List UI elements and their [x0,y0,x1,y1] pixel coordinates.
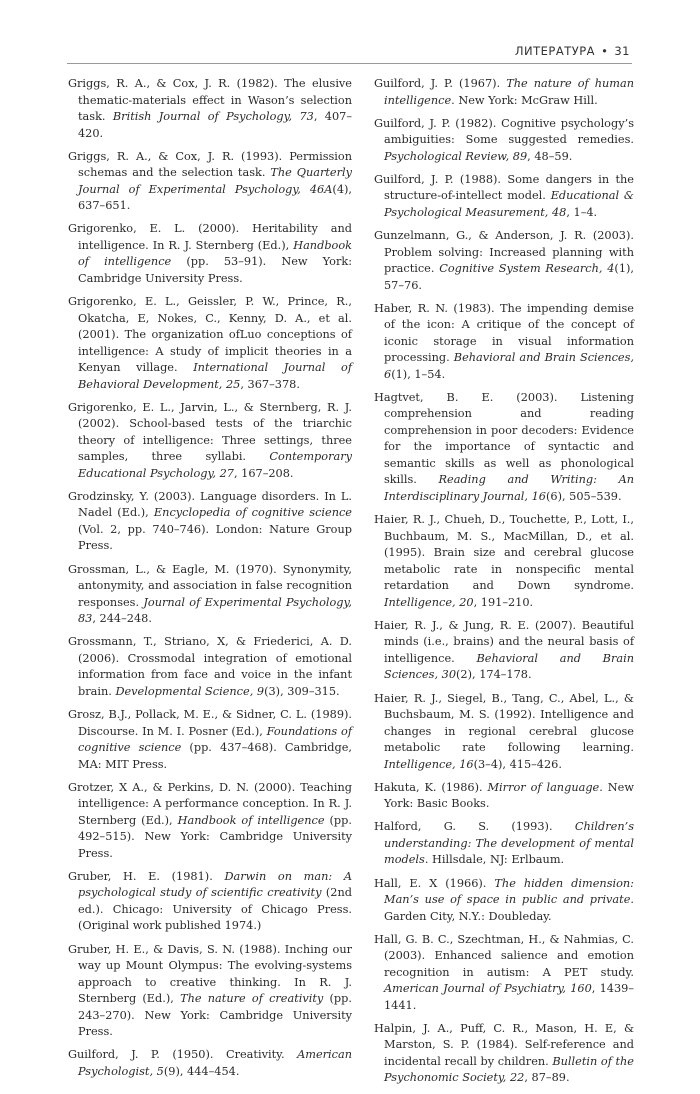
reference-entry [66,76,352,142]
reference-details: , 367–378. [240,377,300,391]
reference-details: (4), 637–651. [78,182,352,213]
reference-source: Foundations of cognitive science [78,724,353,754]
reference-source: Reading and Writing: An Interdisciplinary Journal, 16 [384,473,635,503]
reference-details: , 407–420. [78,110,352,140]
reference-entry [66,562,352,628]
reference-text: Grossmann, T., Striano, X, & Friederici, A. D. (2006). Crossmodal integration of emotional information from face and voice in the infant brain. [68,635,352,698]
reference-details: , 87–89. [524,1071,570,1085]
reference-source: Contemporary Educational Psychology, 27 [78,450,352,480]
reference-entry [372,932,634,1015]
reference-details: (3–4), 415–426. [473,757,562,771]
reference-text: Griggs, R. A., & Cox, J. R. (1993). Permission schemas and the selection task. [68,149,352,180]
reference-entry [372,390,634,506]
reference-entry [66,780,352,863]
reference-entry [372,116,634,166]
reference-entry [66,400,352,483]
reference-text: Guilford, J. P. (1982). Cognitive psychology’s ambiguities: Some suggested remedies. [374,116,634,147]
running-header [500,44,630,58]
reference-details: , 167–208. [233,466,294,480]
reference-details: (6), 505–539. [545,489,622,503]
reference-entry [372,876,634,926]
reference-entry [66,489,352,555]
reference-details: , 1–4. [566,205,598,219]
reference-text: Guilford, J. P. (1967). [374,77,507,90]
reference-source: Psychological Review, 89 [384,149,528,163]
reference-text: Hakuta, K. (1986). [374,780,488,794]
reference-details: , 1439–1441. [384,982,634,1012]
reference-details: , 244–248. [92,612,152,626]
reference-source: Intelligence, 20 [384,595,474,609]
bullet-separator: • [601,44,609,58]
reference-text: Gruber, H. E., & Davis, S. N. (1988). Inching our way up Mount Olympus: The evolving-systems approach to creative thinking. In R. J. Sternberg (Ed.), [68,942,352,1006]
reference-source: Behavioral and Brain Sciences, 6 [384,351,634,381]
reference-entry [372,512,634,611]
reference-details: (Vol. 2, pp. 740–746). London: Nature Group Press. [78,522,352,553]
reference-entry [372,618,634,684]
reference-source: American Journal of Psychiatry, 160 [384,982,592,996]
reference-text: Halpin, J. A., Puff, C. R., Mason, H. E, & Marston, S. P. (1984). Self-reference and incidental recall by children. [374,1021,634,1068]
reference-source: Mirror of language [487,780,600,794]
reference-source: Cognitive System Research, 4 [439,262,615,276]
right-column [372,76,634,1094]
reference-text: Halford, G. S. (1993). [374,820,575,834]
reference-entry [372,172,634,222]
reference-details: . New York: McGraw Hill. [451,93,598,107]
header-rule [67,63,632,64]
reference-text: Gunzelmann, G., & Anderson, J. R. (2003). Problem solving: Increased planning with practice. [374,229,634,276]
reference-text: Grigorenko, E. L., Geissler, P. W., Prince, R., Okatcha, E, Nokes, C., Kenny, D. A., et al. (2001). The organization ofLuo conceptions of intelligence: A study of implicit theories in a Kenyan village. [68,295,352,375]
reference-source: International Journal of Behavioral Development, 25 [78,361,353,391]
reference-text: Hall, G. B. C., Szechtman, H., & Nahmias, C. (2003). Enhanced salience and emotion recognition in autism: A PET study. [374,932,634,979]
reference-text: Haier, R. J., Chueh, D., Touchette, P., Lott, I., Buchbaum, M. S., MacMillan, D., et al. (1995). Brain size and cerebral glucose metabolic rate in nonspecific mental retardation and Down syndrome. [374,513,634,593]
page-number: 31 [614,44,630,58]
reference-entry [372,228,634,294]
reference-text: Hall, E. X (1966). [374,876,495,890]
reference-source: Educational & Psychological Measurement, 48 [384,189,634,219]
reference-entry [66,942,352,1041]
reference-entry [66,634,352,700]
reference-text: Grosz, B.J., Pollack, M. E., & Sidner, C. L. (1989). Discourse. In M. I. Posner (Ed.), [68,708,352,738]
reference-details: (1), 57–76. [384,262,634,292]
reference-details: (pp. 53–91). New York: Cambridge University Press. [78,255,352,285]
reference-text: Grotzer, X A., & Perkins, D. N. (2000). Teaching intelligence: A performance conception. In R. J. Sternberg (Ed.), [68,780,352,827]
reference-entry [372,301,634,384]
reference-entry [372,780,634,813]
reference-source: The hidden dimension: Man’s use of space in public and private [384,876,634,907]
reference-source: British Journal of Psychology, 73 [112,110,314,123]
reference-text: Hagtvet, B. E. (2003). Listening comprehension and reading comprehension in poor decoders: Evidence for the importance of syntactic and semantic skills as well as phonological skills. [374,390,634,487]
reference-details: , 48–59. [527,149,573,163]
reference-details: , 191–210. [473,595,534,609]
reference-source: American Psychologist, 5 [78,1048,352,1078]
reference-details: (1), 1–54. [391,367,446,381]
reference-entry [372,1021,634,1087]
reference-entry [66,294,352,393]
reference-text: Grodzinsky, Y. (2003). Language disorders. In L. Nadel (Ed.), [68,489,352,520]
reference-entry [66,149,352,215]
reference-details: (2), 174–178. [456,668,532,682]
reference-source: Behavioral and Brain Sciences, 30 [384,651,635,682]
reference-text: Haber, R. N. (1983). The impending demise of the icon: A critique of the concept of iconic storage in visual information processing. [374,301,634,365]
reference-details: (2nd ed.). Chicago: University of Chicago Press. (Original work published 1974.) [78,886,352,933]
reference-source: Handbook of intelligence [78,238,352,269]
reference-details: . Garden City, N.Y.: Doubleday. [384,893,634,923]
section-title: ЛИТЕРАТУРА [514,44,596,58]
reference-entry [372,691,634,774]
reference-entry [66,1047,352,1080]
reference-text: Griggs, R. A., & Cox, J. R. (1982). The elusive thematic-materials effect in Wason’s selection task. [68,77,352,123]
reference-text: Gruber, H. E. (1981). [68,869,225,883]
reference-source: The Quarterly Journal of Experimental Psychology, 46A [78,166,352,196]
reference-entry [66,221,352,287]
reference-text: Guilford, J. P. (1988). Some dangers in the structure-of-intellect model. [374,172,634,203]
reference-entry [66,869,352,935]
reference-source: Journal of Experimental Psychology, 83 [78,595,353,626]
reference-details: (pp. 243–270). New York: Cambridge University Press. [78,992,352,1039]
reference-source: Darwin on man: A psychological study of scientific creativity [78,869,353,900]
reference-details: (pp. 492–515). New York: Cambridge University Press. [78,813,352,860]
reference-text: Guilford, J. P. (1950). Creativity. [68,1048,298,1062]
reference-details: . New York: Basic Books. [384,780,634,811]
reference-entry [66,707,352,773]
reference-entry [372,819,634,869]
reference-source: The nature of human intelligence [384,77,634,107]
reference-text: Haier, R. J., & Jung, R. E. (2007). Beautiful minds (i.e., brains) and the neural basis of intelligence. [374,618,634,665]
reference-text: Haier, R. J., Siegel, B., Tang, C., Abel, L., & Buchsbaum, M. S. (1992). Intelligence and changes in regional cerebral glucose metabolic rate following learning. [374,691,634,754]
reference-text: Grossman, L., & Eagle, M. (1970). Synonymity, antonymity, and association in false recognition responses. [68,562,352,609]
reference-details: (pp. 437–468). Cambridge, MA: MIT Press. [78,741,352,771]
reference-text: Grigorenko, E. L., Jarvin, L., & Sternberg, R. J. (2002). School-based tests of the triarchic theory of intelligence: Three settings, three samples, three syllabi. [68,400,352,464]
reference-details: (3), 309–315. [264,684,340,698]
reference-source: Intelligence, 16 [384,757,474,771]
reference-source: Encyclopedia of cognitive science [153,506,352,520]
reference-source: Children’s understanding: The development of mental models [384,820,634,867]
left-column [66,76,352,1087]
reference-entry [372,76,634,109]
reference-source: Bulletin of the Psychonomic Society, 22 [384,1054,634,1085]
reference-details: . Hillsdale, NJ: Erlbaum. [424,853,565,867]
reference-source: Developmental Science, 9 [115,684,265,698]
reference-source: Handbook of intelligence [177,813,325,827]
reference-source: The nature of creativity [180,992,324,1006]
reference-text: Grigorenko, E. L. (2000). Heritability and intelligence. In R. J. Sternberg (Ed.), [68,222,352,252]
reference-details: (9), 444–454. [163,1064,240,1078]
